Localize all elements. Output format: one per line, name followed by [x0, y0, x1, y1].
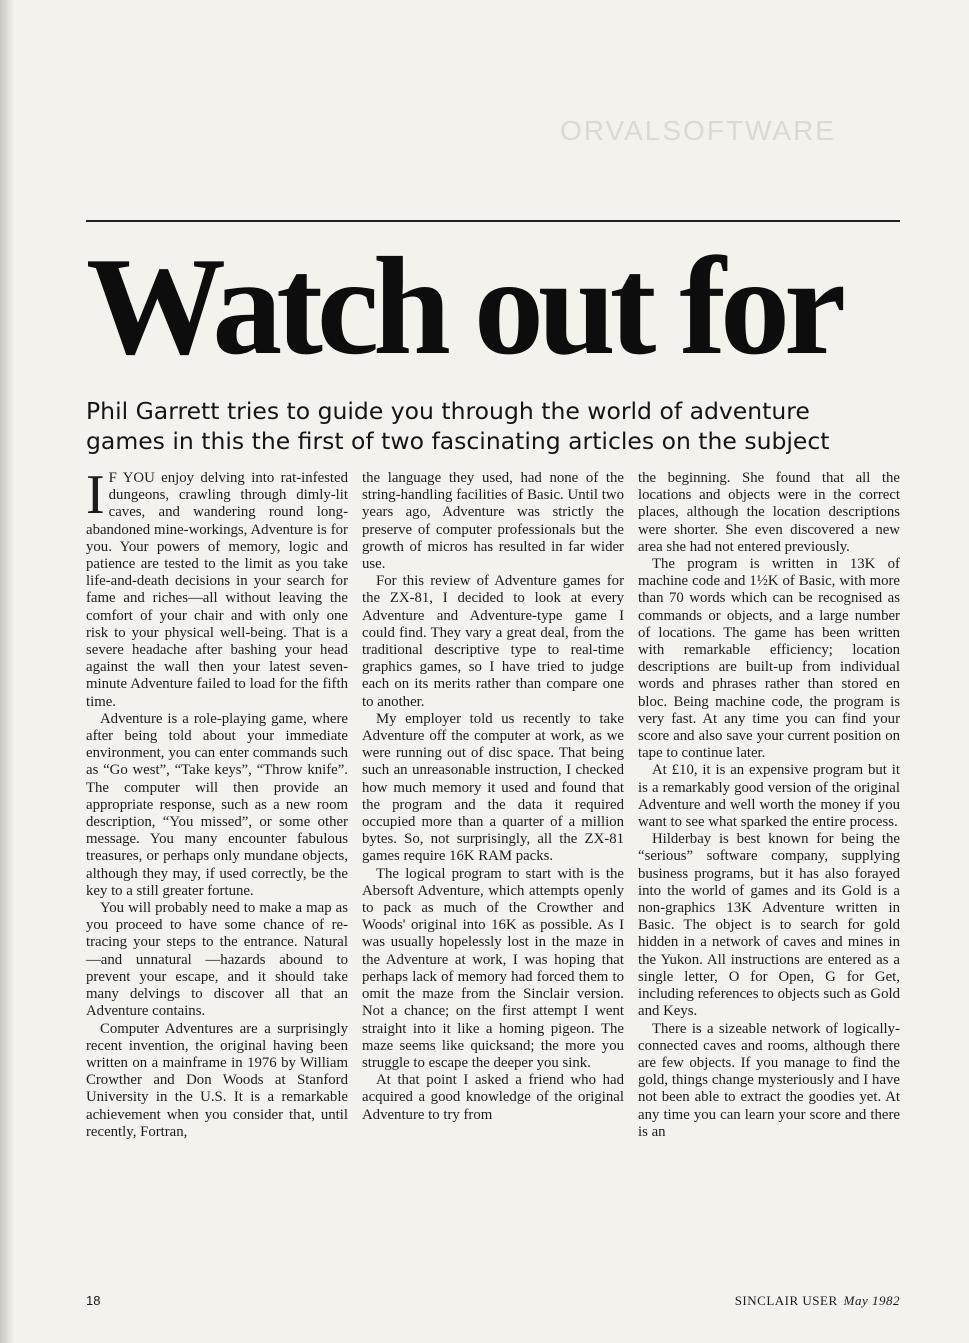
- drop-cap: I: [86, 464, 105, 526]
- paragraph: The logical program to start with is the Abersoft Adventure, which attempts openly to pack as much of the Crowther and Woods' original into 16K as possible. As I was usually hopelessly lost in the maze in the Adventure at work, I was hoping that perhaps lack of memory had forced them to omit the maze from the Sinclair version. Not a chance; on the first attempt I went straight into it like a homing pigeon. The maze seems like quicksand; the more you struggle to escape the deeper you sink.: [362, 865, 624, 1071]
- headline: Watch out for: [86, 229, 841, 384]
- paragraph: The program is written in 13K of machine code and 1½K of Basic, with more than 70 words which can be recognised as commands or objects, and a large number of locations. The game has been written with remarkable efficiency; location descriptions are built-up from individual words and phrases rather than stored en bloc. Being machine code, the program is very fast. At any time you can find your score and also save your current position on tape to continue later.: [638, 556, 900, 762]
- paragraph: Adventure is a role-playing game, where after being told about your immediate environment, you can enter commands such as “Go west”, “Take keys”, “Throw knife”. The computer will then provide an appropriate response, such as a new room description, “You missed”, or some other message. You many encounter fabulous treasures, or perhaps only mundane objects, although they may, if used correctly, be the key to a still greater fortune.: [86, 710, 348, 899]
- paragraph: There is a sizeable network of logically-connected caves and rooms, although there are few objects. If you manage to find the gold, things change mysteriously and I have not been able to extract the goodies yet. At any time you can learn your score and there is an: [638, 1020, 900, 1140]
- magazine-footer: [735, 1293, 900, 1309]
- standfirst: [86, 396, 906, 456]
- paragraph: Computer Adventures are a surprisingly recent invention, the original having been written on a mainframe in 1976 by William Crowther and Don Woods at Stanford University in the U.S. It is a remarkable achievement when you consider that, until recently, Fortran,: [86, 1020, 348, 1140]
- article-column-3: [638, 470, 900, 1141]
- article-column-1: [86, 464, 348, 1141]
- paragraph: the language they used, had none of the string-handling facilities of Basic. Until two years ago, Adventure was strictly the preserve of computer professionals but the growth of micros has resulted in far wider use.: [362, 470, 624, 573]
- paragraph: At £10, it is an expensive program but it is a remarkably good version of the original Adventure and well worth the money if you want to see what sparked the entire process.: [638, 762, 900, 831]
- paragraph: At that point I asked a friend who had acquired a good knowledge of the original Adventure to try from: [362, 1072, 624, 1123]
- headline-rule: [86, 220, 900, 222]
- paragraph: Hilderbay is best known for being the “serious” software company, supplying business programs, but it has also forayed into the world of games and its Gold is a non-graphics 13K Adventure written in Basic. The object is to search for gold hidden in a network of caves and mines in the Yukon. All instructions are entered as a single letter, O for Open, G for Get, including references to objects such as Gold and Keys.: [638, 831, 900, 1020]
- show-through-text: ORVALSOFTWARE: [560, 115, 836, 146]
- magazine-name: SINCLAIR USER: [734, 1293, 838, 1308]
- standfirst-line-1: Phil Garrett tries to guide you through the world of adventure: [86, 397, 810, 425]
- issue-date: May 1982: [843, 1293, 900, 1308]
- paragraph: the beginning. She found that all the locations and objects were in the correct places, although the location descriptions were shorter. She even discovered a new area she had not entered previously.: [638, 470, 900, 555]
- paragraph: For this review of Adventure games for the ZX-81, I decided to look at every Adventure and Adventure-type game I could find. They vary a great deal, from the traditional descriptive type to real-time graphics games, so I have tried to judge each on its merits rather than compare one to another.: [362, 573, 624, 710]
- page-edge-shadow: [0, 0, 14, 1343]
- paragraph: My employer told us recently to take Adventure off the computer at work, as we were running out of disc space. That being such an unreasonable instruction, I checked how much memory it used and found that the program and the data it required occupied more than a quarter of a million bytes. So, not surprisingly, all the ZX-81 games require 16K RAM packs.: [362, 710, 624, 865]
- page-number: 18: [86, 1293, 101, 1308]
- article-column-2: [362, 470, 624, 1124]
- paragraph: I F YOU enjoy delving into rat-infested dungeons, crawling through dimly-lit caves, and wandering round long-abandoned mine-workings, Adventure is for you. Your powers of memory, logic and patience are tested to the limit as you take life-and-death decisions in your search for fame and riches—all without leaving the comfort of your chair and with only one risk to your physical well-being. That is a severe headache after bashing your head against the wall then your latest seven-minute Adventure failed to load for the fifth time.: [86, 464, 348, 710]
- paragraph: You will probably need to make a map as you proceed to have some chance of re-tracing your steps to the entrance. Natural—and unnatural —hazards abound to prevent your escape, and it should take many delvings to discover all that an Adventure contains.: [86, 900, 348, 1020]
- standfirst-line-2: games in this the first of two fascinating articles on the subject: [86, 427, 830, 455]
